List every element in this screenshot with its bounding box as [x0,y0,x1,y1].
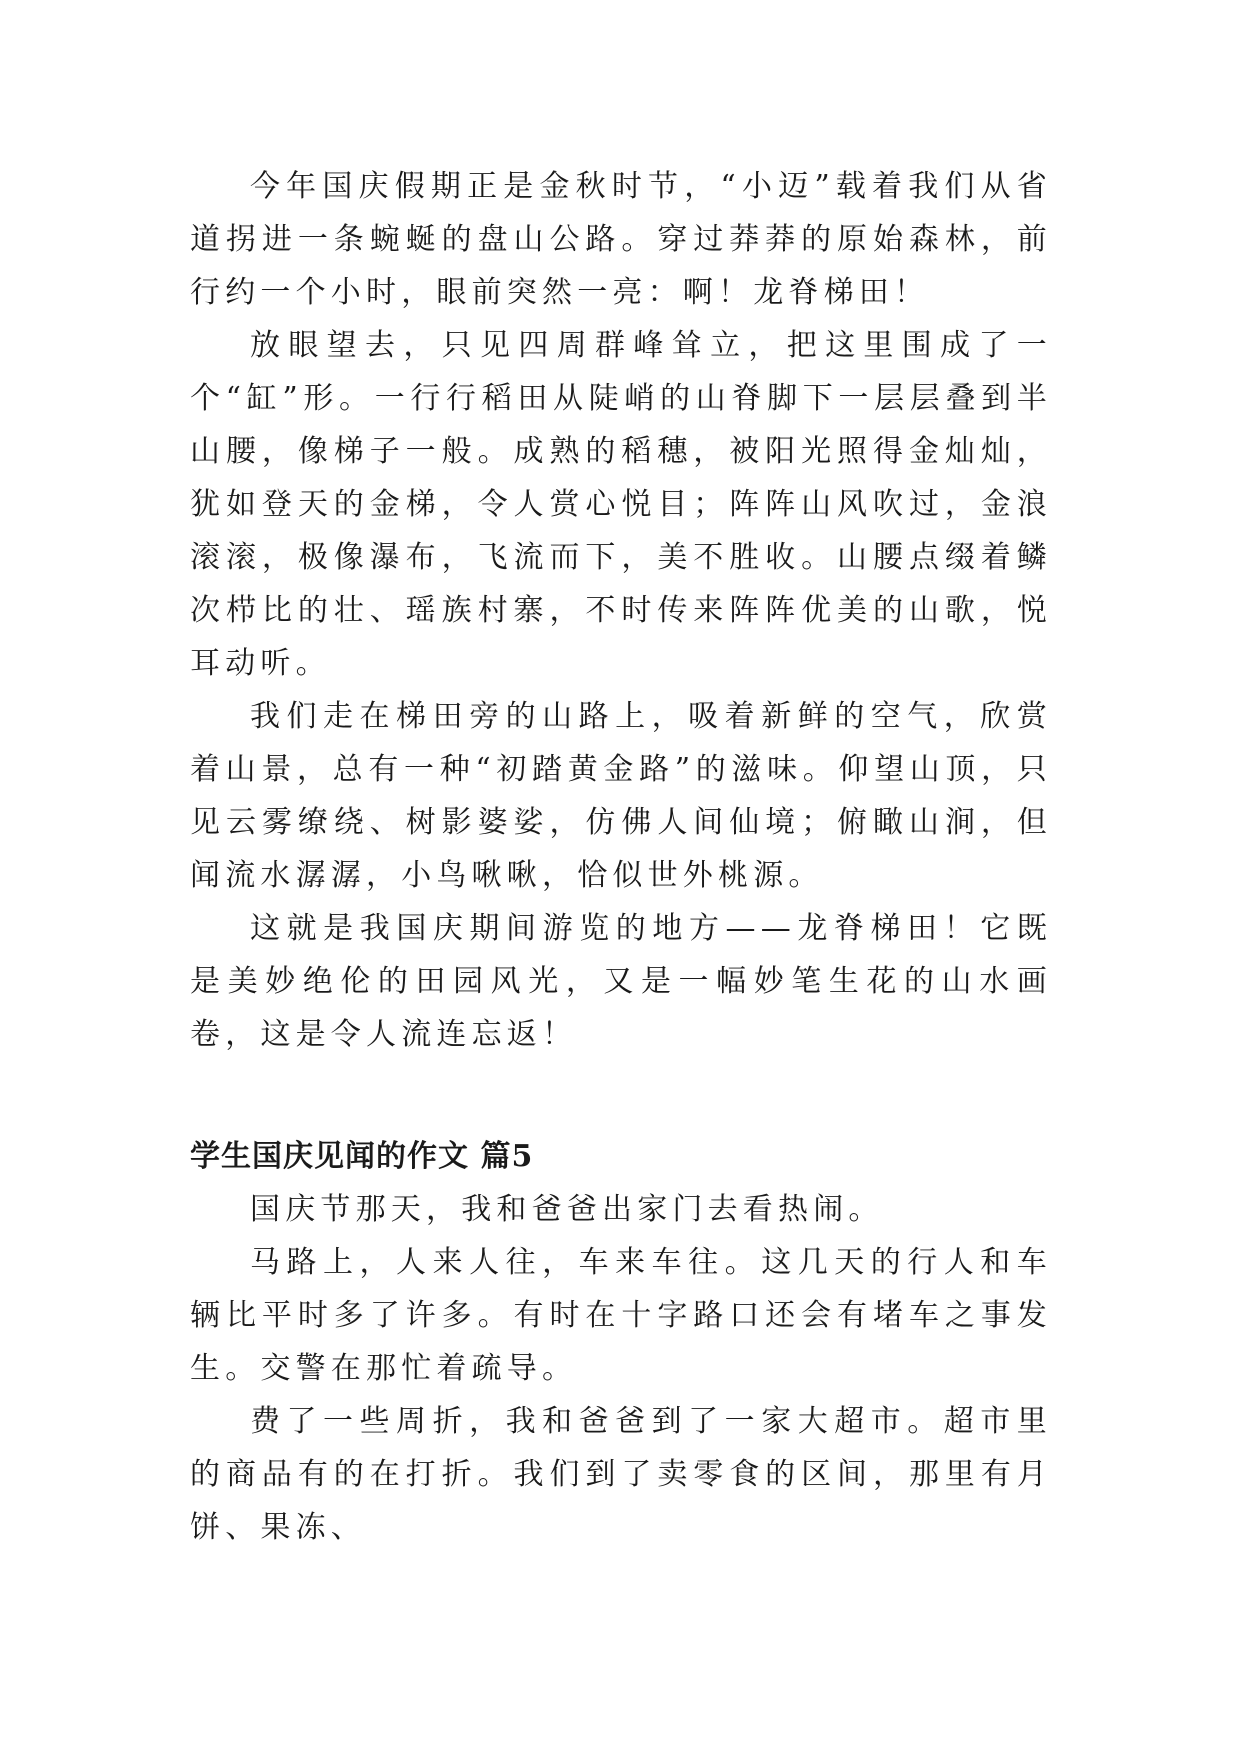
paragraph-national-day: 国庆节那天，我和爸爸出家门去看热闹。 [250,1192,884,1227]
paragraph-street-scene: 马路上，人来人往，车来车往。这几天的行人和车辆比平时多了许多。有时在十字路口还会有堵车之事发生。交警在那忙着疏导。 [190,1245,1052,1386]
paragraph-supermarket: 费了一些周折，我和爸爸到了一家大超市。超市里的商品有的在打折。我们到了卖零食的区间，那里有月饼、果冻、 [190,1404,1052,1545]
essay-heading: 学生国庆见闻的作文 篇5 [190,1139,534,1174]
paragraph-arrival: 今年国庆假期正是金秋时节，“小迈”载着我们从省道拐进一条蜿蜒的盘山公路。穿过莽莽的原始森林，前行约一个小时，眼前突然一亮：啊！龙脊梯田！ [190,169,1052,310]
paragraph-terraces-view: 放眼望去，只见四周群峰耸立，把这里围成了一个“缸”形。一行行稻田从陡峭的山脊脚下一层层叠到半山腰，像梯子一般。成熟的稻穗，被阳光照得金灿灿，犹如登天的金梯，令人赏心悦目；阵阵山风吹过，金浪滚滚，极像瀑布，飞流而下，美不胜收。山腰点缀着鳞次栉比的壮、瑶族村寨，不时传来阵阵优美的山歌，悦耳动听。 [190,328,1052,681]
paragraph-mountain-walk: 我们走在梯田旁的山路上，吸着新鲜的空气，欣赏着山景，总有一种“初踏黄金路”的滋味。仰望山顶，只见云雾缭绕、树影婆娑，仿佛人间仙境；俯瞰山涧，但闻流水潺潺，小鸟啾啾，恰似世外桃源。 [190,699,1052,893]
document-page [190,160,1052,1554]
paragraph-conclusion: 这就是我国庆期间游览的地方——龙脊梯田！它既是美妙绝伦的田园风光，又是一幅妙笔生花的山水画卷，这是令人流连忘返！ [190,911,1052,1052]
